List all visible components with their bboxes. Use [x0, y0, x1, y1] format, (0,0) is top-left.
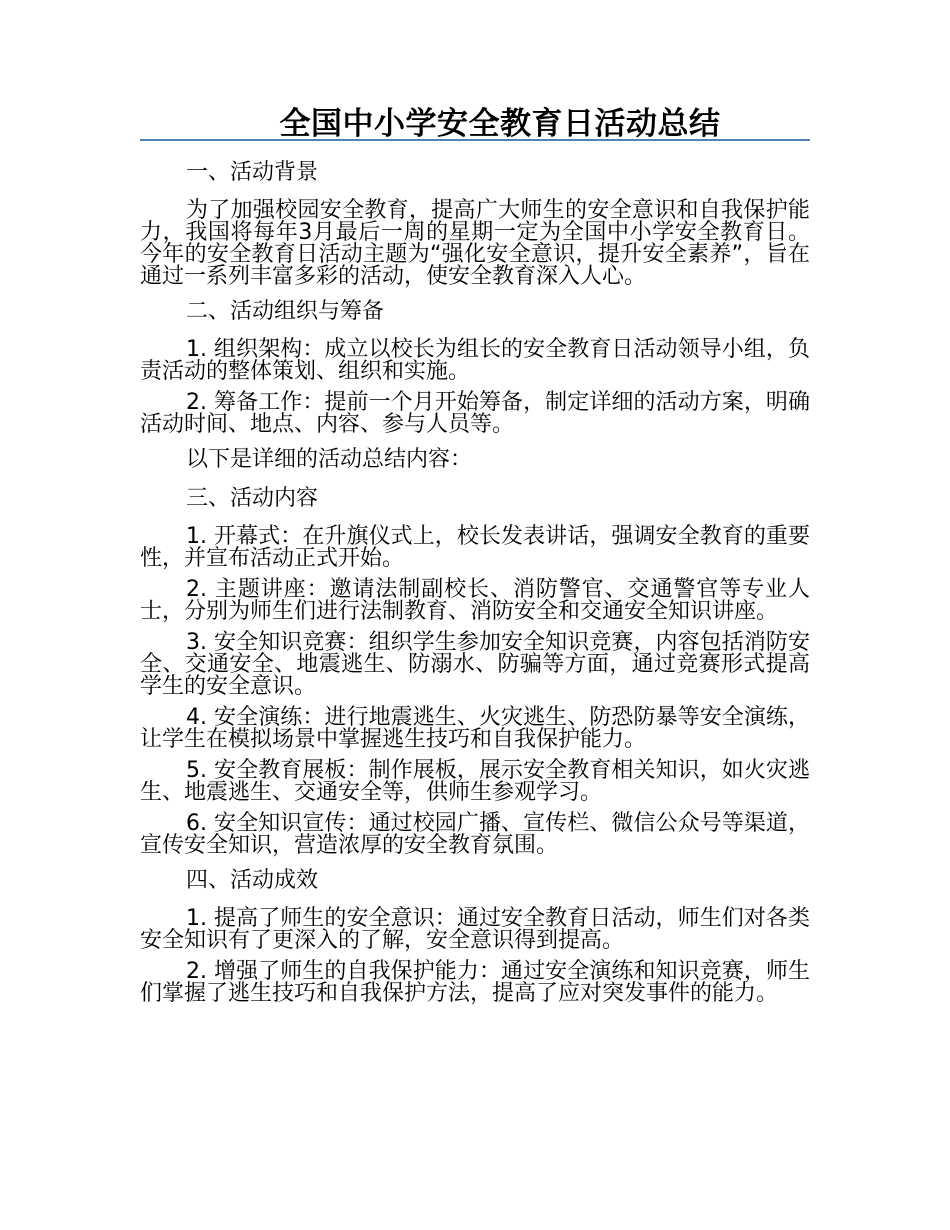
paragraph-content-exhibition: 5. 安全教育展板：制作展板，展示安全教育相关知识，如火灾逃生、地震逃生、交通安全等，供师生参观学习。 — [140, 758, 810, 805]
document-body — [140, 158, 810, 1014]
paragraph-content-opening: 1. 开幕式：在升旗仪式上，校长发表讲话，强调安全教育的重要性，并宣布活动正式开始。 — [140, 524, 810, 571]
section-heading-background: 一、活动背景 — [186, 160, 319, 185]
paragraph-content-quiz: 3. 安全知识竞赛：组织学生参加安全知识竞赛，内容包括消防安全、交通安全、地震逃生、防溺水、防骗等方面，通过竞赛形式提高学生的安全意识。 — [140, 630, 810, 699]
document-title: 全国中小学安全教育日活动总结 — [279, 106, 721, 142]
intro-line: 以下是详细的活动总结内容： — [186, 447, 473, 472]
paragraph-results-protection: 2. 增强了师生的自我保护能力：通过安全演练和知识竞赛，师生们掌握了逃生技巧和自我保护方法，提高了应对突发事件的能力。 — [140, 959, 810, 1006]
section-heading-content: 三、活动内容 — [186, 486, 319, 511]
paragraph-content-lecture: 2. 主题讲座：邀请法制副校长、消防警官、交通警官等专业人士，分别为师生们进行法制教育、消防安全和交通安全知识讲座。 — [140, 577, 810, 624]
paragraph-organization-structure: 1. 组织架构：成立以校长为组长的安全教育日活动领导小组，负责活动的整体策划、组织和实施。 — [140, 337, 810, 384]
paragraph-background: 为了加强校园安全教育，提高广大师生的安全意识和自我保护能力，我国将每年3月最后一周的星期一定为全国中小学安全教育日。今年的安全教育日活动主题为“强化安全意识，提升安全素养”，旨在通过一系列丰富多彩的活动，使安全教育深入人心。 — [140, 198, 810, 289]
section-heading-organization: 二、活动组织与筹备 — [186, 299, 385, 324]
paragraph-content-drill: 4. 安全演练：进行地震逃生、火灾逃生、防恐防暴等安全演练，让学生在模拟场景中掌握逃生技巧和自我保护能力。 — [140, 705, 810, 752]
section-heading-results: 四、活动成效 — [186, 868, 319, 893]
paragraph-organization-preparation: 2. 筹备工作：提前一个月开始筹备，制定详细的活动方案，明确活动时间、地点、内容、参与人员等。 — [140, 390, 810, 437]
title-underline — [140, 139, 810, 141]
paragraph-results-awareness: 1. 提高了师生的安全意识：通过安全教育日活动，师生们对各类安全知识有了更深入的了解，安全意识得到提高。 — [140, 906, 810, 953]
paragraph-content-publicity: 6. 安全知识宣传：通过校园广播、宣传栏、微信公众号等渠道，宣传安全知识，营造浓厚的安全教育氛围。 — [140, 811, 810, 858]
